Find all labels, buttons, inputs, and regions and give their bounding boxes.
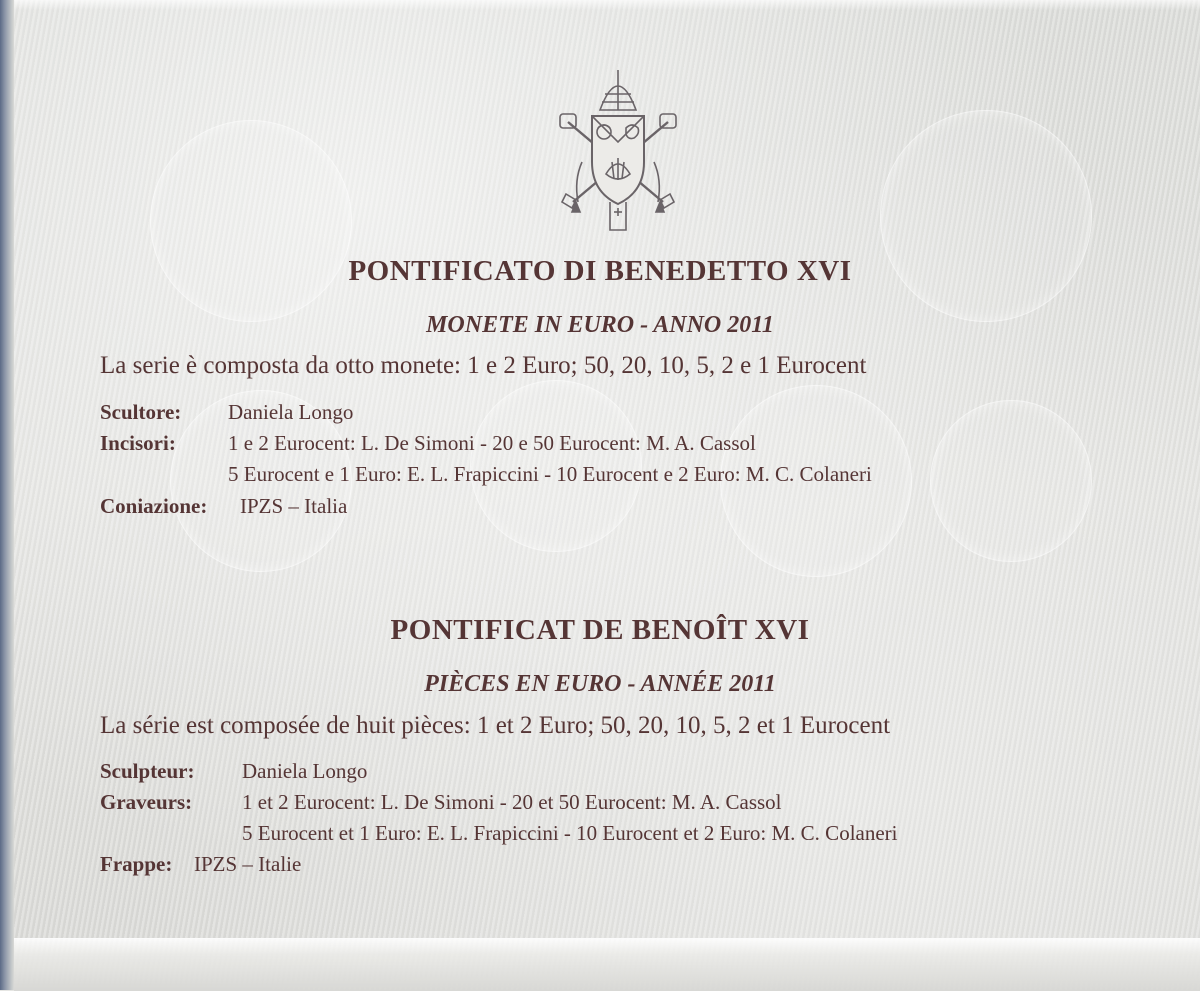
italian-subtitle: MONETE IN EURO - ANNO 2011 xyxy=(426,312,774,338)
french-minting-label: Frappe: xyxy=(100,852,173,876)
french-engravers-line1: 1 et 2 Eurocent: L. De Simoni - 20 et 50 Eurocent: M. A. Cassol xyxy=(242,790,782,814)
french-minting-value: IPZS – Italie xyxy=(194,852,302,876)
italian-minting-value: IPZS – Italia xyxy=(240,494,348,518)
french-sculptor-value: Daniela Longo xyxy=(242,759,368,783)
french-composition: La série est composée de huit pièces: 1 et 2 Euro; 50, 20, 10, 5, 2 et 1 Eurocent xyxy=(100,712,891,739)
card-left-edge xyxy=(0,0,14,990)
coin-slot xyxy=(150,120,352,322)
french-title: PONTIFICAT DE BENOÎT XVI xyxy=(390,614,810,646)
card-top-fold xyxy=(14,0,1200,10)
italian-composition: La serie è composta da otto monete: 1 e 2 Euro; 50, 20, 10, 5, 2 e 1 Eurocent xyxy=(100,352,867,379)
coin-slot xyxy=(880,110,1092,322)
french-sculptor-label: Sculpteur: xyxy=(100,759,195,783)
french-subtitle: PIÈCES EN EURO - ANNÉE 2011 xyxy=(424,671,776,697)
french-engravers-line2: 5 Eurocent et 1 Euro: E. L. Frapiccini - 10 Eurocent et 2 Euro: M. C. Colaneri xyxy=(242,821,898,845)
card-bottom-band xyxy=(14,938,1200,991)
italian-engravers-line1: 1 e 2 Eurocent: L. De Simoni - 20 e 50 Eurocent: M. A. Cassol xyxy=(228,431,756,455)
french-engravers-label: Graveurs: xyxy=(100,790,193,814)
italian-engravers-line2: 5 Eurocent e 1 Euro: E. L. Frapiccini - 10 Eurocent e 2 Euro: M. C. Colaneri xyxy=(228,462,872,486)
italian-sculptor-label: Scultore: xyxy=(100,400,182,424)
italian-engravers-label: Incisori: xyxy=(100,431,176,455)
italian-minting-label: Coniazione: xyxy=(100,494,208,518)
italian-sculptor-value: Daniela Longo xyxy=(228,400,354,424)
coin-slot xyxy=(930,400,1092,562)
italian-title: PONTIFICATO DI BENEDETTO XVI xyxy=(348,255,852,287)
papal-coat-of-arms-icon xyxy=(548,62,688,232)
